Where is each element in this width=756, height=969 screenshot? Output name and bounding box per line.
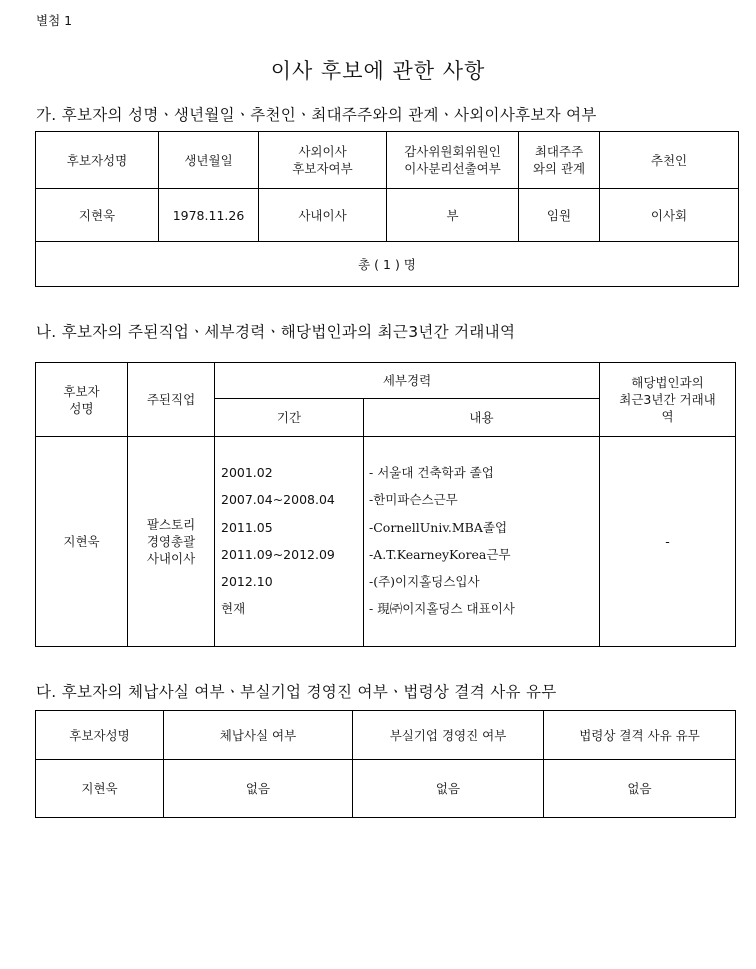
career-table bbox=[35, 362, 736, 647]
career-content: - 서울대 건축학과 졸업 bbox=[369, 465, 494, 480]
cell-legal-disqualification: 없음 bbox=[544, 760, 736, 818]
header-content: 내용 bbox=[364, 399, 600, 437]
career-period: 현재 bbox=[221, 601, 246, 617]
document-title: 이사 후보에 관한 사항 bbox=[270, 59, 486, 83]
header-candidate-name: 후보자성명 bbox=[36, 711, 164, 760]
section-b-heading: 나. 후보자의 주된직업ㆍ세부경력ㆍ해당법인과의 최근3년간 거래내역 bbox=[36, 323, 516, 341]
cell-insolvent-company: 없음 bbox=[353, 760, 544, 818]
career-period: 2001.02 bbox=[221, 465, 273, 480]
disqualification-table bbox=[35, 710, 736, 818]
cell-tax-delinquency: 없음 bbox=[164, 760, 353, 818]
cell-outside-director: 사내이사 bbox=[259, 189, 387, 242]
career-contents bbox=[364, 437, 600, 647]
header-candidate-name: 후보자성명 bbox=[36, 132, 159, 189]
section-c-heading: 다. 후보자의 체납사실 여부ㆍ부실기업 경영진 여부ㆍ법령상 결격 사유 유무 bbox=[36, 683, 557, 701]
career-periods bbox=[215, 437, 364, 647]
cell-candidate-name: 지현욱 bbox=[36, 760, 164, 818]
header-period: 기간 bbox=[215, 399, 364, 437]
header-recent-transactions: 해당법인과의 최근3년간 거래내 역 bbox=[600, 363, 736, 437]
career-content: -한미파슨스근무 bbox=[369, 492, 458, 508]
attachment-label: 별첨 1 bbox=[36, 13, 73, 28]
header-recommender: 추천인 bbox=[600, 132, 739, 189]
header-insolvent-company: 부실기업 경영진 여부 bbox=[353, 711, 544, 760]
career-content: - 現㈜이지홀딩스 대표이사 bbox=[369, 601, 515, 617]
header-candidate-name: 후보자 성명 bbox=[36, 363, 128, 437]
header-audit-committee: 감사위원회위원인 이사분리선출여부 bbox=[387, 132, 519, 189]
career-content: -CornellUniv.MBA졸업 bbox=[369, 519, 508, 535]
header-legal-disqualification: 법령상 결격 사유 유무 bbox=[544, 711, 736, 760]
career-content: -(주)이지홀딩스입사 bbox=[369, 574, 480, 590]
cell-candidate-name: 지현욱 bbox=[36, 437, 128, 647]
header-tax-delinquency: 체납사실 여부 bbox=[164, 711, 353, 760]
candidate-info-table bbox=[35, 131, 739, 287]
career-period: 2007.04~2008.04 bbox=[221, 492, 335, 508]
header-major-shareholder-relation: 최대주주 와의 관계 bbox=[519, 132, 600, 189]
career-period: 2011.09~2012.09 bbox=[221, 546, 335, 562]
total-count: 총 ( 1 ) 명 bbox=[36, 242, 739, 287]
cell-audit-committee: 부 bbox=[387, 189, 519, 242]
header-main-occupation: 주된직업 bbox=[128, 363, 215, 437]
career-content: -A.T.KearneyKorea근무 bbox=[369, 546, 511, 562]
cell-recommender: 이사회 bbox=[600, 189, 739, 242]
header-career-details: 세부경력 bbox=[215, 363, 600, 399]
career-period: 2011.05 bbox=[221, 519, 273, 535]
cell-main-occupation: 팔스토리 경영총괄 사내이사 bbox=[128, 437, 215, 647]
section-a-heading: 가. 후보자의 성명ㆍ생년월일ㆍ추천인ㆍ최대주주와의 관계ㆍ사외이사후보자 여부 bbox=[36, 106, 597, 124]
header-outside-director: 사외이사 후보자여부 bbox=[259, 132, 387, 189]
header-birth-date: 생년월일 bbox=[159, 132, 259, 189]
career-period: 2012.10 bbox=[221, 574, 273, 590]
cell-major-shareholder-relation: 임원 bbox=[519, 189, 600, 242]
cell-recent-transactions: - bbox=[600, 437, 736, 647]
cell-candidate-name: 지현욱 bbox=[36, 189, 159, 242]
cell-birth-date: 1978.11.26 bbox=[159, 189, 259, 242]
